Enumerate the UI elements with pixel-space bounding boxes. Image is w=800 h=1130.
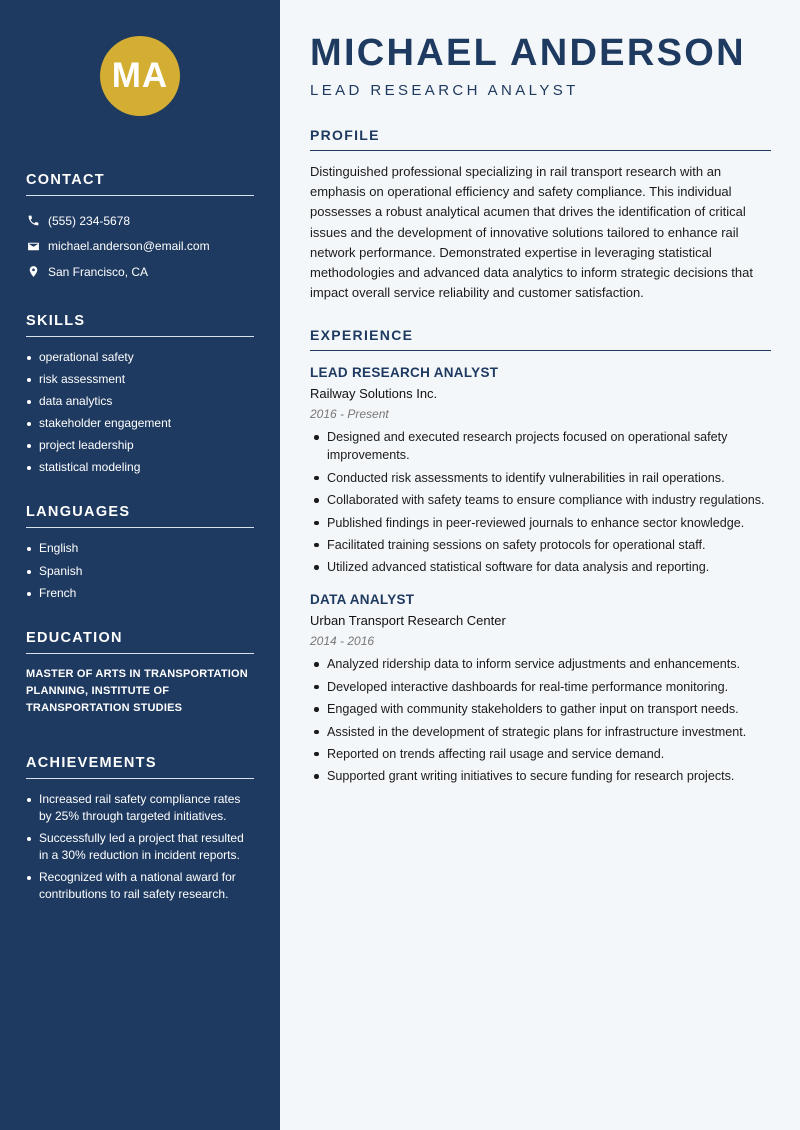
languages-list <box>26 540 254 601</box>
skills-heading: SKILLS <box>26 313 254 337</box>
job-entry <box>310 592 771 785</box>
profile-section <box>310 127 771 303</box>
job-title: DATA ANALYST <box>310 592 415 608</box>
job-bullet: Analyzed ridership data to inform service adjustments and enhancements. <box>310 655 771 673</box>
contact-email <box>26 234 254 260</box>
experience-section <box>310 327 771 785</box>
language-item: Spanish <box>26 563 254 580</box>
education-heading: EDUCATION <box>26 630 254 654</box>
job-bullet: Reported on trends affecting rail usage and service demand. <box>310 745 771 763</box>
language-item: English <box>26 540 254 557</box>
contact-phone <box>26 208 254 234</box>
contact-location <box>26 259 254 285</box>
language-item: French <box>26 585 254 602</box>
job-bullet: Designed and executed research projects focused on operational safety improvements. <box>310 428 771 464</box>
job-bullet: Facilitated training sessions on safety protocols for operational staff. <box>310 536 771 554</box>
skill-item: data analytics <box>26 393 254 410</box>
email-text[interactable]: michael.anderson@email.com <box>48 239 210 254</box>
achievement-item: Successfully led a project that resulted in a 30% reduction in incident reports. <box>26 830 254 864</box>
job-company: Urban Transport Research Center <box>310 613 506 629</box>
profile-text: Distinguished professional specializing in rail transport research with an emphasis on operational efficiency and safety compliance. This individual possesses a robust analytical acumen that drives the identification of critical issues and the development of innovative solutions tailored to enhance rail network performance. Demonstrated expertise in leveraging statistical methodologies and advanced data analytics to inform strategic decisions that impact overall service reliability and customer satisfaction. <box>310 164 753 301</box>
education-degree: MASTER OF ARTS IN TRANSPORTATION PLANNING, INSTITUTE OF TRANSPORTATION STUDIES <box>26 667 248 714</box>
job-bullet: Utilized advanced statistical software for data analysis and reporting. <box>310 558 771 576</box>
achievements-section <box>26 755 254 903</box>
job-bullets <box>310 428 771 576</box>
skill-item: operational safety <box>26 349 254 366</box>
location-pin-icon <box>26 265 40 279</box>
phone-icon <box>26 214 40 228</box>
languages-section <box>26 504 254 601</box>
sidebar <box>0 0 280 1130</box>
job-bullet: Conducted risk assessments to identify vulnerabilities in rail operations. <box>310 469 771 487</box>
skills-list <box>26 349 254 477</box>
skill-item: stakeholder engagement <box>26 415 254 432</box>
candidate-name: MICHAEL ANDERSON <box>310 32 746 74</box>
job-dates: 2016 - Present <box>310 407 389 422</box>
candidate-role: LEAD RESEARCH ANALYST <box>310 82 579 99</box>
contact-heading: CONTACT <box>26 172 254 196</box>
job-bullet: Collaborated with safety teams to ensure compliance with industry regulations. <box>310 491 771 509</box>
job-bullet: Developed interactive dashboards for real-time performance monitoring. <box>310 678 771 696</box>
education-section <box>26 630 254 717</box>
languages-heading: LANGUAGES <box>26 504 254 528</box>
skill-item: project leadership <box>26 437 254 454</box>
job-bullet: Supported grant writing initiatives to secure funding for research projects. <box>310 767 771 785</box>
location-text: San Francisco, CA <box>48 264 149 279</box>
achievements-list <box>26 791 254 903</box>
job-title: LEAD RESEARCH ANALYST <box>310 365 499 381</box>
avatar-initials: MA <box>100 36 180 116</box>
job-bullet: Engaged with community stakeholders to gather input on transport needs. <box>310 700 771 718</box>
achievement-item: Increased rail safety compliance rates by 25% through targeted initiatives. <box>26 791 254 825</box>
experience-heading: EXPERIENCE <box>310 327 771 351</box>
skill-item: risk assessment <box>26 371 254 388</box>
job-bullet: Assisted in the development of strategic plans for infrastructure investment. <box>310 723 771 741</box>
job-dates: 2014 - 2016 <box>310 634 375 649</box>
job-entry <box>310 365 771 576</box>
profile-heading: PROFILE <box>310 127 771 151</box>
achievements-heading: ACHIEVEMENTS <box>26 755 254 779</box>
main-content <box>280 0 800 1130</box>
contact-section <box>26 172 254 285</box>
skills-section <box>26 313 254 477</box>
job-bullets <box>310 655 771 785</box>
skill-item: statistical modeling <box>26 459 254 476</box>
phone-text[interactable]: (555) 234-5678 <box>48 213 131 228</box>
mail-icon <box>26 239 40 253</box>
achievement-item: Recognized with a national award for contributions to rail safety research. <box>26 869 254 903</box>
job-company: Railway Solutions Inc. <box>310 386 438 402</box>
job-bullet: Published findings in peer-reviewed journals to enhance sector knowledge. <box>310 514 771 532</box>
